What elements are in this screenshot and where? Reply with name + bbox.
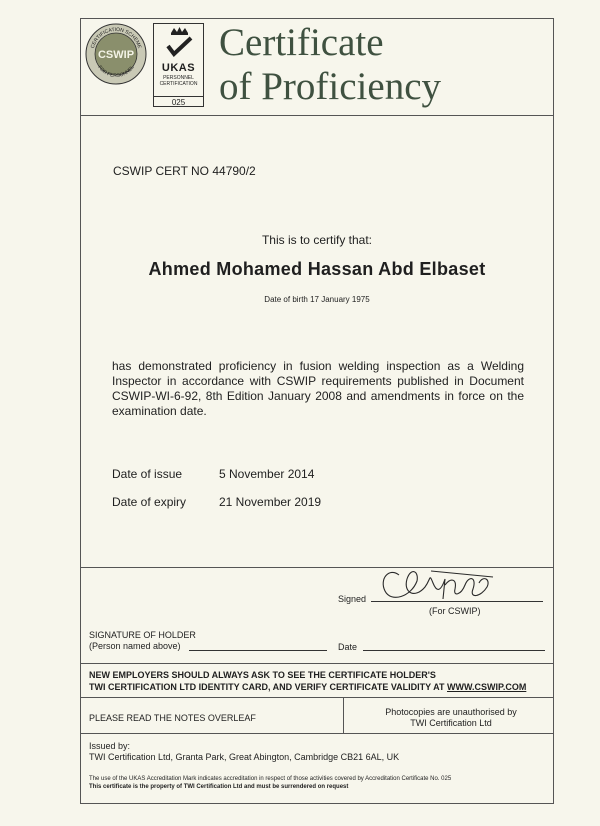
issued-by [89, 741, 399, 763]
seal-ring-bottom-text: FOR PERSONNEL [96, 64, 136, 80]
issue-date-value: 5 November 2014 [219, 467, 315, 481]
holder-signature-label [89, 630, 196, 652]
photocopy-notice [351, 707, 551, 729]
cswip-signature-line [371, 601, 543, 602]
fine-print [89, 775, 549, 791]
property-note: This certificate is the property of TWI Certification Ltd and must be surrendered on request [89, 784, 349, 790]
title-line1: Certificate [219, 21, 384, 64]
seal-center-text: CSWIP [97, 49, 135, 61]
ukas-number: 025 [154, 96, 203, 107]
photocopy-line1: Photocopies are unauthorised by [385, 707, 517, 717]
expiry-date-label: Date of expiry [112, 495, 187, 509]
ukas-sub-line1: PERSONNEL [163, 75, 194, 81]
page-title [219, 21, 549, 109]
date-of-birth: Date of birth 17 January 1975 [264, 295, 370, 304]
signed-label: Signed [338, 594, 367, 604]
issued-by-label: Issued by: [89, 741, 131, 751]
title-line2: of Proficiency [219, 65, 442, 108]
holder-signature-line [189, 650, 327, 651]
logo-area [81, 19, 211, 109]
issued-by-address: TWI Certification Ltd, Granta Park, Great Abington, Cambridge CB21 6AL, UK [89, 752, 400, 762]
certificate-frame [80, 18, 554, 804]
holder-signature-title: SIGNATURE OF HOLDER [89, 630, 196, 640]
date-label: Date [338, 642, 358, 652]
photocopy-line2: TWI Certification Ltd [410, 718, 492, 728]
ukas-accreditation-note: The use of the UKAS Accreditation Mark indicates accreditation in respect of those activities covered by Accreditation Certificate No. 025 [89, 776, 452, 782]
certify-intro: This is to certify that: [261, 233, 373, 247]
seal-ring-top-text: CERTIFICATION SCHEME [89, 26, 143, 50]
employer-warning [89, 669, 549, 693]
ukas-word: UKAS [161, 62, 196, 74]
ukas-mark [153, 23, 204, 107]
issuer-divider [81, 733, 553, 734]
header-divider [81, 115, 553, 116]
notes-column-divider [343, 697, 344, 733]
holder-signature-note: (Person named above) [89, 641, 181, 651]
holder-name: Ahmed Mohamed Hassan Abd Elbaset [148, 259, 486, 279]
warning-divider [81, 663, 553, 664]
issue-date-label: Date of issue [112, 467, 183, 481]
certificate-number: CSWIP CERT NO 44790/2 [113, 164, 256, 178]
for-cswip-label: (For CSWIP) [429, 606, 481, 616]
ukas-sub-line2: CERTIFICATION [159, 81, 198, 87]
warning-line2: TWI CERTIFICATION LTD IDENTITY CARD, AND VERIFY CERTIFICATE VALIDITY AT [89, 682, 445, 692]
warning-line1: NEW EMPLOYERS SHOULD ALWAYS ASK TO SEE THE CERTIFICATE HOLDER'S [89, 670, 436, 680]
date-line [363, 650, 545, 651]
cswip-website-link[interactable]: WWW.CSWIP.COM [447, 682, 527, 692]
expiry-date-value: 21 November 2019 [219, 495, 322, 509]
cswip-seal-logo [85, 23, 147, 85]
proficiency-statement: has demonstrated proficiency in fusion welding inspection as a Welding Inspector in accordance with CSWIP requirements published in Document CSWIP-WI-6-92, 8th Edition January 2008 and amendments in force on the examination date. [112, 359, 524, 418]
notes-overleaf: PLEASE READ THE NOTES OVERLEAF [89, 713, 256, 723]
notes-divider [81, 697, 553, 698]
crown-check-icon [154, 24, 205, 62]
ukas-subtitle [154, 75, 203, 87]
